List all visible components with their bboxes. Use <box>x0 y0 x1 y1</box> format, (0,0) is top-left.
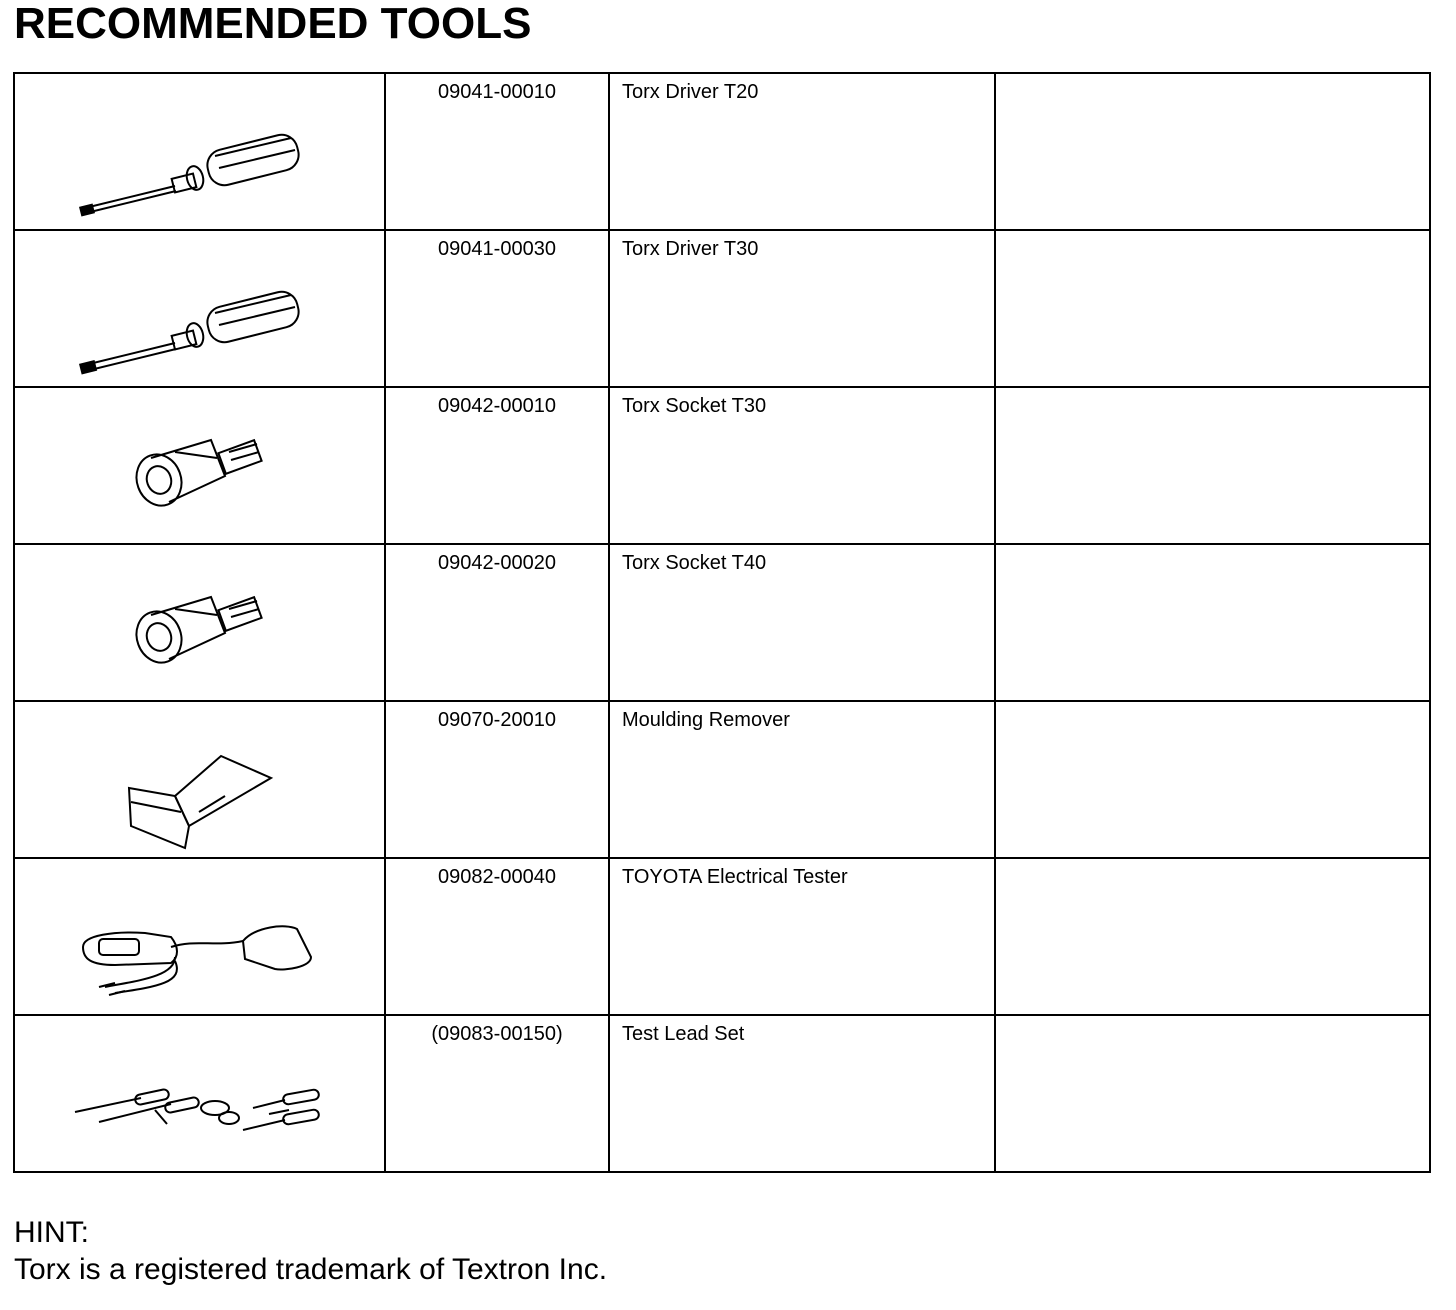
part-number: 09070-20010 <box>385 701 609 858</box>
screwdriver-icon <box>65 271 325 381</box>
part-number: (09083-00150) <box>385 1015 609 1172</box>
table-row <box>14 73 1430 230</box>
tool-note <box>995 387 1430 544</box>
tool-image-cell <box>14 1015 385 1172</box>
tool-note <box>995 701 1430 858</box>
tool-image-cell <box>14 544 385 701</box>
tools-table <box>13 72 1431 1173</box>
torx-socket-icon <box>125 436 385 546</box>
tool-name: Torx Socket T40 <box>609 544 995 701</box>
page-title: RECOMMENDED TOOLS <box>14 0 532 48</box>
tool-note <box>995 544 1430 701</box>
table-row <box>14 1015 1430 1172</box>
hint-label: HINT: <box>14 1216 89 1249</box>
part-number: 09042-00010 <box>385 387 609 544</box>
table-row <box>14 230 1430 387</box>
screwdriver-icon <box>65 114 325 224</box>
moulding-remover-icon <box>115 752 375 862</box>
table-row <box>14 387 1430 544</box>
tool-image-cell <box>14 73 385 230</box>
tool-note <box>995 73 1430 230</box>
tool-image-cell <box>14 387 385 544</box>
table-row <box>14 701 1430 858</box>
tool-image-cell <box>14 858 385 1015</box>
tool-note <box>995 858 1430 1015</box>
electrical-tester-icon <box>75 917 335 1027</box>
tool-name: Torx Driver T30 <box>609 230 995 387</box>
tool-name: Test Lead Set <box>609 1015 995 1172</box>
part-number: 09042-00020 <box>385 544 609 701</box>
hint-text: Torx is a registered trademark of Textron Inc. <box>14 1253 608 1286</box>
tool-image-cell <box>14 701 385 858</box>
test-lead-set-icon <box>71 1078 341 1188</box>
part-number: 09082-00040 <box>385 858 609 1015</box>
tool-name: TOYOTA Electrical Tester <box>609 858 995 1015</box>
tool-image-cell <box>14 230 385 387</box>
part-number: 09041-00010 <box>385 73 609 230</box>
tool-name: Torx Driver T20 <box>609 73 995 230</box>
table-row <box>14 858 1430 1015</box>
tool-note <box>995 1015 1430 1172</box>
tool-name: Moulding Remover <box>609 701 995 858</box>
hint-block <box>14 1214 607 1288</box>
torx-socket-icon <box>125 593 385 703</box>
tool-note <box>995 230 1430 387</box>
tool-name: Torx Socket T30 <box>609 387 995 544</box>
table-row <box>14 544 1430 701</box>
part-number: 09041-00030 <box>385 230 609 387</box>
